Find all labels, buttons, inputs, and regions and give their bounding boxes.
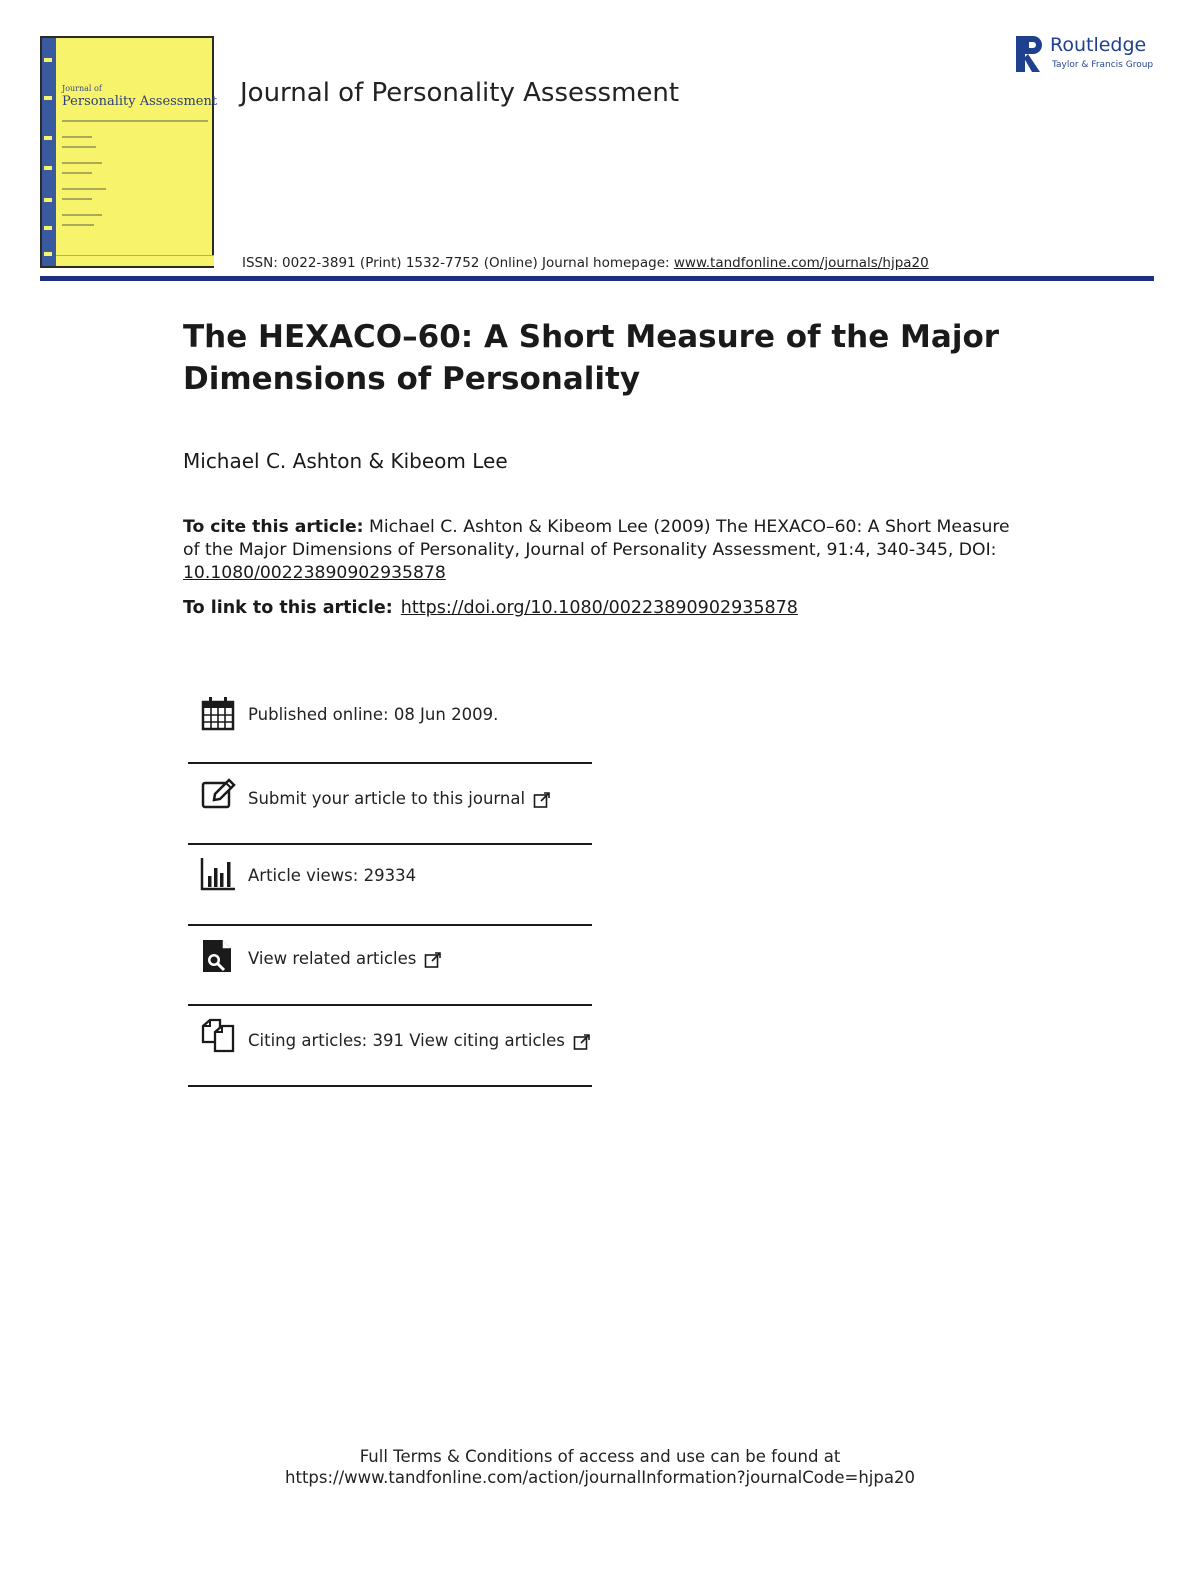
info-divider: [188, 1085, 592, 1087]
external-link-icon: [424, 951, 442, 969]
bar-chart-icon: [200, 856, 236, 892]
submit-article-item[interactable]: [188, 772, 592, 832]
footer-terms-url[interactable]: https://www.tandfonline.com/action/journalInformation?journalCode=hjpa20: [285, 1468, 915, 1487]
copy-documents-icon: [200, 1018, 236, 1054]
article-title: The HEXACO–60: A Short Measure of the Major Dimensions of Personality: [183, 319, 1000, 397]
related-articles-text: View related articles: [248, 949, 417, 968]
related-articles-link[interactable]: [248, 949, 442, 969]
info-divider: [188, 762, 592, 764]
cover-journal-name: Personality Assessment: [62, 94, 218, 109]
citing-articles-link[interactable]: [248, 1031, 591, 1051]
citing-articles-item[interactable]: [188, 1014, 592, 1074]
external-link-icon: [573, 1033, 591, 1051]
citing-articles-text: Citing articles: 391 View citing articles: [248, 1031, 565, 1050]
cite-label: To cite this article:: [183, 517, 364, 537]
edit-icon: [200, 776, 236, 812]
header-divider: [40, 276, 1154, 281]
info-divider: [188, 843, 592, 845]
published-online-text: Published online: 08 Jun 2009.: [248, 705, 499, 724]
issn-line: [242, 255, 929, 271]
journal-title: Journal of Personality Assessment: [240, 78, 680, 108]
article-authors: Michael C. Ashton & Kibeom Lee: [183, 449, 508, 473]
link-label: To link to this article:: [183, 598, 393, 618]
cover-spine: [42, 38, 56, 266]
article-doi-url[interactable]: https://doi.org/10.1080/00223890902935878: [400, 598, 798, 618]
citation-block: [183, 516, 1023, 585]
footer-terms-text: Full Terms & Conditions of access and use can be found at: [359, 1447, 841, 1466]
submit-article-text: Submit your article to this journal: [248, 789, 526, 808]
related-articles-item[interactable]: [188, 934, 592, 994]
calendar-icon: [200, 696, 236, 732]
issn-text: ISSN: 0022-3891 (Print) 1532-7752 (Online) Journal homepage:: [242, 255, 674, 271]
submit-article-link[interactable]: [248, 789, 551, 809]
journal-homepage-link[interactable]: www.tandfonline.com/journals/hjpa20: [673, 255, 929, 271]
footer-terms: [0, 1446, 1200, 1488]
routledge-r-icon: [1014, 34, 1044, 74]
info-divider: [188, 1004, 592, 1006]
cite-doi-link[interactable]: 10.1080/00223890902935878: [183, 563, 446, 583]
info-divider: [188, 924, 592, 926]
article-views-item: [188, 852, 592, 912]
publisher-name: Routledge: [1050, 34, 1147, 56]
document-search-icon: [200, 938, 236, 974]
publisher-logo: [1014, 34, 1164, 76]
publisher-tagline: Taylor & Francis Group: [1052, 60, 1154, 70]
journal-cover-thumbnail: [40, 36, 218, 268]
cite-text: Michael C. Ashton & Kibeom Lee (2009) The HEXACO–60: A Short Measure of the Major Dimensions of Personality, Journal of Personality Assessment, 91:4, 340-345, DOI:: [183, 517, 1010, 560]
article-link-line: [183, 598, 798, 618]
cover-small-text: Journal of: [62, 84, 102, 93]
published-online-item: [188, 692, 592, 740]
article-views-text: Article views: 29334: [248, 866, 417, 885]
external-link-icon: [533, 791, 551, 809]
